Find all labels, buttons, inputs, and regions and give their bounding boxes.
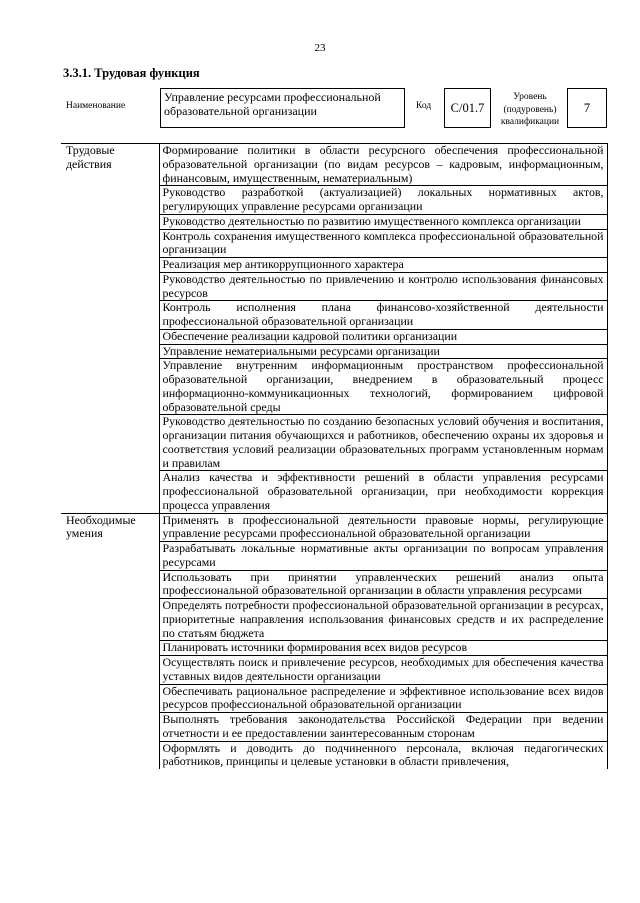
list-item: Руководство деятельностью по развитию имущественного комплекса организации — [159, 214, 607, 229]
list-item: Реализация мер антикоррупционного характера — [159, 258, 607, 273]
list-item: Анализ качества и эффективности решений в области управления ресурсами профессиональной образовательной организации, при необходимости коррекция процесса управления — [159, 471, 607, 513]
list-item: Определять потребности профессиональной образовательной организации в ресурсах, приоритетные направления использования финансовых средств и их распределение по статьям бюджета — [159, 599, 607, 641]
table-row — [61, 513, 607, 542]
level-value: 7 — [583, 101, 591, 115]
section-label-line: Трудовые — [66, 143, 115, 157]
list-item: Планировать источники формирования всех видов ресурсов — [159, 641, 607, 656]
list-item: Руководство разработкой (актуализацией) локальных нормативных актов, регулирующих управление ресурсами организации — [159, 186, 607, 215]
list-item: Контроль исполнения плана финансово-хозяйственной деятельности профессиональной образовательной организации — [159, 301, 607, 330]
list-item: Формирование политики в области ресурсного обеспечения профессиональной образовательной организации (по видам ресурсов – кадровым, информационным, финансовым, имущественным, нематериальным) — [159, 144, 607, 186]
list-item: Выполнять требования законодательства Российской Федерации при ведении отчетности и ее предоставлении заинтересованным сторонам — [159, 713, 607, 742]
page-number: 23 — [314, 42, 326, 54]
name-value-box — [160, 88, 405, 128]
list-item: Руководство деятельностью по созданию безопасных условий обучения и воспитания, организации питания обучающихся и работников, обеспечению охраны их здоровья и соответствия условий реализации образовательных программ установленным нормам и правилам — [159, 415, 607, 471]
list-item: Обеспечивать рациональное распределение и эффективное использование всех видов ресурсов профессиональной образовательной организации — [159, 684, 607, 713]
level-value-box — [567, 88, 607, 128]
table-row — [61, 144, 607, 186]
list-item: Осуществлять поиск и привлечение ресурсов, необходимых для обеспечения качества уставных видов деятельности организации — [159, 656, 607, 685]
code-value-box — [444, 88, 491, 128]
list-item: Контроль сохранения имущественного комплекса профессиональной образовательной организации — [159, 229, 607, 258]
level-label-line: (подуровень) — [503, 104, 557, 115]
list-item: Оформлять и доводить до подчиненного персонала, включая педагогических работников, принципы и целевые установки в области привлечения, — [159, 741, 607, 769]
list-item: Обеспечение реализации кадровой политики организации — [159, 329, 607, 344]
list-item: Руководство деятельностью по привлечению и контролю использования финансовых ресурсов — [159, 272, 607, 301]
level-label — [494, 91, 566, 129]
code-value: C/01.7 — [450, 101, 485, 115]
section-label-actions — [61, 144, 159, 514]
list-item: Управление нематериальными ресурсами организации — [159, 344, 607, 359]
section-label-line: действия — [66, 156, 112, 171]
section-label-line: Необходимые — [66, 512, 136, 527]
code-label: Код — [416, 101, 432, 111]
section-label-line: умения — [66, 526, 103, 541]
level-label-line: Уровень — [513, 92, 547, 102]
section-title: 3.3.1. Трудовая функция — [63, 66, 200, 80]
level-label-line: квалификации — [500, 117, 560, 127]
list-item: Использовать при принятии управленческих решений анализ опыта профессиональной образовательной организации в области управления ресурсами — [159, 570, 607, 599]
name-value: Управление ресурсами профессиональной образовательной организации — [164, 90, 381, 118]
section-label-skills — [61, 513, 159, 769]
list-item: Управление внутренним информационным пространством профессиональной образовательной организации, внедрением в образовательный процесс информационно-коммуникационных технологий, формированием цифровой образовательной среды — [159, 359, 607, 415]
name-label: Наименование — [66, 101, 126, 111]
list-item: Разрабатывать локальные нормативные акты организации по вопросам управления ресурсами — [159, 542, 607, 571]
function-table — [61, 143, 608, 769]
list-item: Применять в профессиональной деятельности правовые нормы, регулирующие управление ресурсами профессиональной образовательной организации — [159, 513, 607, 542]
